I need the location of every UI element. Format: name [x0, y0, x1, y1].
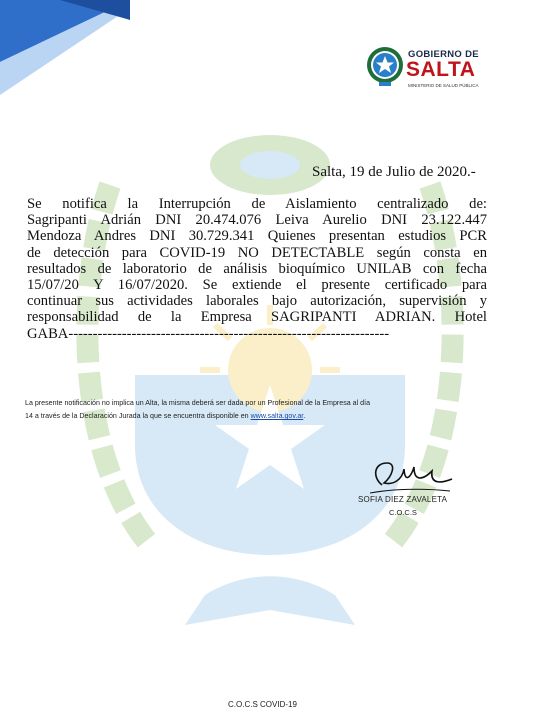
logo-line-3: MINISTERIO DE SALUD PÚBLICA [408, 83, 479, 88]
logo-line-1: GOBIERNO DE [408, 49, 479, 60]
note-line-1: La presente notificación no implica un Alta, la misma deberá ser dada por un Profesional de la Empresa al día [25, 399, 371, 407]
note-line-2-suffix: . [303, 412, 306, 420]
letter-line: resultados de laboratorio de análisis bioquímico UNILAB con fecha [27, 260, 487, 277]
handwritten-signature-icon [362, 455, 457, 500]
note-line-2 [25, 410, 495, 423]
letter-body [27, 196, 487, 342]
letter-date: Salta, 19 de Julio de 2020.- [312, 164, 476, 180]
letter-line: Se notifica la Interrupción de Aislamiento centralizado de: [27, 196, 487, 212]
corner-decoration [0, 0, 130, 95]
letter-line: Mendoza Andres DNI 30.729.341 Quienes presentan estudios PCR [27, 228, 487, 245]
letter-line: GABA------------------------------------------------------------------ [27, 325, 390, 342]
signer-org: C.O.C.S [389, 508, 417, 517]
letter-line: continuar sus actividades laborales bajo autorización, supervisión y [27, 293, 487, 310]
letter-line: responsabilidad de la Empresa SAGRIPANTI ADRIAN. Hotel [27, 309, 487, 326]
note-line-2-prefix: 14 a través de la Declaración Jurada la que se encuentra disponible en [25, 412, 251, 420]
salta-gov-link[interactable]: www.salta.gov.ar [250, 412, 304, 420]
letter-line: Sagripanti Adrián DNI 20.474.076 Leiva Aurelio DNI 23.122.447 [27, 212, 487, 229]
disclaimer-note [25, 397, 495, 423]
letter-line: 15/07/20 Y 16/07/2020. Se extiende el presente certificado para [27, 277, 487, 294]
logo-line-2: SALTA [406, 58, 476, 81]
letter-line: de detección para COVID-19 NO DETECTABLE según consta en [27, 244, 487, 261]
signer-name: SOFIA DIEZ ZAVALETA [358, 495, 448, 504]
footer-label: C.O.C.S COVID-19 [228, 700, 297, 709]
